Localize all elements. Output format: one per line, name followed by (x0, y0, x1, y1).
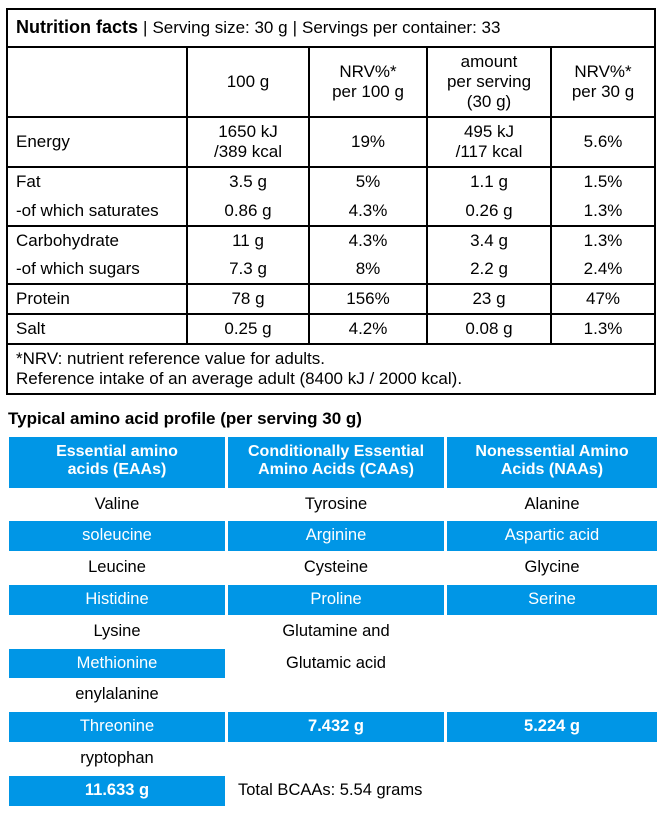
nutrition-title-cell (7, 9, 655, 47)
column-header-per-serving-line2: per serving (446, 72, 532, 92)
amino-naa-serine: Serine (447, 585, 657, 615)
fat-per-serving: 1.1 g (427, 167, 551, 196)
saturates-nrv-serving: 1.3% (551, 197, 655, 226)
energy-nrv-100g: 19% (309, 117, 427, 167)
amino-header-naa-line1: Nonessential Amino (475, 442, 629, 460)
saturates-nrv-100g: 4.3% (309, 197, 427, 226)
salt-per-100g: 0.25 g (187, 314, 309, 344)
amino-naa-alanine: Alanine (447, 490, 657, 520)
amino-caa-empty-1 (228, 680, 444, 710)
amino-row-6 (9, 649, 657, 679)
amino-header-caa-line2: Amino Acids (CAAs) (258, 461, 414, 479)
servings-per-container: Servings per container: 33 (302, 18, 501, 37)
amino-caa-cysteine: Cysteine (228, 553, 444, 583)
row-label-salt: Salt (7, 314, 187, 344)
amino-header-eaa-line2: acids (EAAs) (67, 461, 167, 479)
amino-eaa-total: 11.633 g (9, 776, 225, 806)
column-header-per-serving (427, 47, 551, 117)
table-row-energy (7, 117, 655, 167)
sugars-nrv-100g: 8% (309, 255, 427, 284)
amino-header-naa (447, 437, 657, 488)
table-row-header-title (7, 9, 655, 47)
energy-per-serving (427, 117, 551, 167)
amino-eaa-valine: Valine (9, 490, 225, 520)
carbohydrate-per-100g: 11 g (187, 226, 309, 255)
amino-header-caa (228, 437, 444, 488)
column-header-nrv-100g (309, 47, 427, 117)
serving-size: Serving size: 30 g (152, 18, 288, 37)
nrv-footnote-line1: *NRV: nutrient reference value for adults. (16, 348, 325, 368)
column-header-per-serving-line1: amount (460, 52, 518, 72)
nutrition-title: Nutrition facts (16, 17, 139, 37)
title-separator-2: | (292, 18, 297, 37)
amino-row-7 (9, 680, 657, 710)
salt-per-serving: 0.08 g (427, 314, 551, 344)
table-row-sugars (7, 255, 655, 284)
row-label-saturates: -of which saturates (7, 197, 187, 226)
fat-nrv-100g: 5% (309, 167, 427, 196)
amino-caa-proline: Proline (228, 585, 444, 615)
amino-row-2 (9, 521, 657, 551)
protein-per-100g: 78 g (187, 284, 309, 314)
amino-eaa-histidine: Histidine (9, 585, 225, 615)
table-row-salt (7, 314, 655, 344)
row-label-carbohydrate: Carbohydrate (7, 226, 187, 255)
row-label-protein: Protein (7, 284, 187, 314)
sugars-per-serving: 2.2 g (427, 255, 551, 284)
energy-per-100g (187, 117, 309, 167)
column-header-nrv-serving (551, 47, 655, 117)
amino-row-tryptophan (9, 744, 657, 774)
table-row-fat (7, 167, 655, 196)
nutrition-facts-table (6, 8, 656, 395)
amino-header-naa-line2: Acids (NAAs) (500, 461, 604, 479)
amino-naa-empty-1 (447, 617, 657, 647)
total-bcaa: Total BCAAs: 5.54 grams (228, 776, 657, 806)
fat-per-100g: 3.5 g (187, 167, 309, 196)
table-row-footnote (7, 344, 655, 394)
amino-eaa-threonine: Threonine (9, 712, 225, 742)
column-header-nrv-100g-line1: NRV%* (339, 62, 397, 82)
amino-naa-empty-3 (447, 680, 657, 710)
amino-header-caa-line1: Conditionally Essential (247, 442, 425, 460)
amino-acid-section-title: Typical amino acid profile (per serving 30 g) (8, 408, 362, 428)
protein-nrv-serving: 47% (551, 284, 655, 314)
amino-eaa-leucine: Leucine (9, 553, 225, 583)
amino-caa-tyrosine: Tyrosine (228, 490, 444, 520)
amino-acid-table (6, 435, 660, 808)
amino-naa-empty-4 (447, 744, 657, 774)
nrv-footnote (7, 344, 655, 394)
amino-row-4 (9, 585, 657, 615)
amino-naa-aspartic-acid: Aspartic acid (447, 521, 657, 551)
saturates-per-serving: 0.26 g (427, 197, 551, 226)
sugars-nrv-serving: 2.4% (551, 255, 655, 284)
energy-per-serving-kj: 495 kJ (463, 122, 515, 142)
carbohydrate-nrv-100g: 4.3% (309, 226, 427, 255)
amino-caa-glutamic-acid: Glutamic acid (228, 649, 444, 679)
column-header-per-100g (187, 47, 309, 117)
carbohydrate-per-serving: 3.4 g (427, 226, 551, 255)
salt-nrv-serving: 1.3% (551, 314, 655, 344)
energy-per-100g-kcal: /389 kcal (213, 142, 283, 162)
amino-caa-total: 7.432 g (228, 712, 444, 742)
row-label-energy: Energy (7, 117, 187, 167)
amino-eaa-tryptophan: ryptophan (9, 744, 225, 774)
energy-per-100g-kj: 1650 kJ (218, 122, 278, 142)
energy-nrv-serving: 5.6% (551, 117, 655, 167)
column-header-nrv-100g-line2: per 100 g (332, 82, 404, 102)
column-header-per-100g-label: 100 g (226, 72, 270, 92)
table-row-protein (7, 284, 655, 314)
amino-row-1 (9, 490, 657, 520)
amino-naa-total: 5.224 g (447, 712, 657, 742)
table-row-column-headers (7, 47, 655, 117)
amino-header-eaa-line1: Essential amino (56, 442, 178, 460)
amino-eaa-isoleucine: soleucine (9, 521, 225, 551)
row-label-sugars: -of which sugars (7, 255, 187, 284)
amino-eaa-methionine: Methionine (9, 649, 225, 679)
amino-row-final (9, 776, 657, 806)
carbohydrate-nrv-serving: 1.3% (551, 226, 655, 255)
amino-caa-empty-2 (228, 744, 444, 774)
column-header-nrv-serving-line2: per 30 g (571, 82, 635, 102)
amino-row-3 (9, 553, 657, 583)
amino-row-totals (9, 712, 657, 742)
nrv-footnote-line2: Reference intake of an average adult (8400 kJ / 2000 kcal). (16, 368, 463, 388)
sugars-per-100g: 7.3 g (187, 255, 309, 284)
table-row-saturates (7, 197, 655, 226)
amino-caa-arginine: Arginine (228, 521, 444, 551)
amino-table-header-row (9, 437, 657, 488)
saturates-per-100g: 0.86 g (187, 197, 309, 226)
amino-naa-glycine: Glycine (447, 553, 657, 583)
fat-nrv-serving: 1.5% (551, 167, 655, 196)
row-label-fat: Fat (7, 167, 187, 196)
protein-per-serving: 23 g (427, 284, 551, 314)
title-separator-1: | (143, 18, 148, 37)
amino-eaa-phenylalanine: enylalanine (9, 680, 225, 710)
amino-header-eaa (9, 437, 225, 488)
amino-eaa-lysine: Lysine (9, 617, 225, 647)
column-header-per-serving-line3: (30 g) (466, 92, 512, 112)
column-header-nrv-serving-line1: NRV%* (574, 62, 632, 82)
amino-naa-empty-2 (447, 649, 657, 679)
amino-row-5 (9, 617, 657, 647)
amino-caa-glutamine: Glutamine and (228, 617, 444, 647)
protein-nrv-100g: 156% (309, 284, 427, 314)
salt-nrv-100g: 4.2% (309, 314, 427, 344)
table-row-carbohydrate (7, 226, 655, 255)
column-header-blank (7, 47, 187, 117)
energy-per-serving-kcal: /117 kcal (455, 142, 523, 162)
